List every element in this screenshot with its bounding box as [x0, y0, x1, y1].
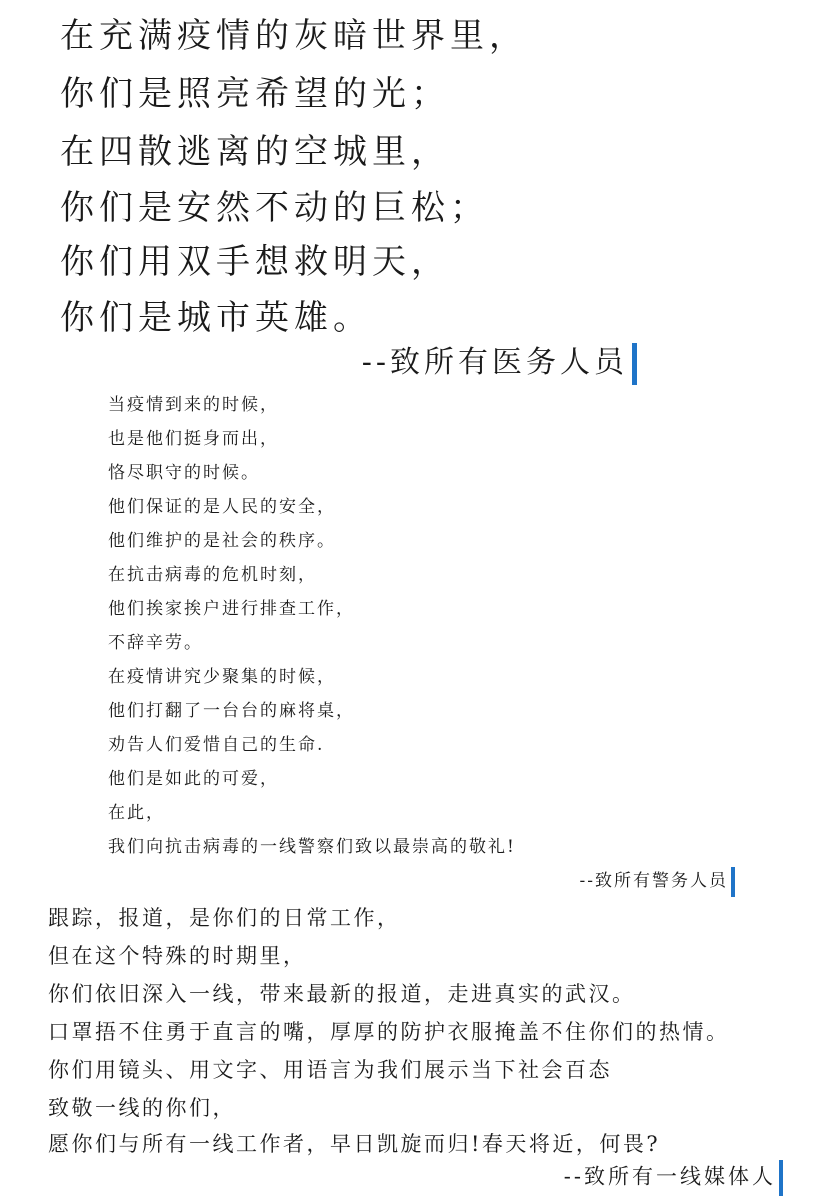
- poem-line: 愿你们与所有一线工作者，早日凯旋而归!春天将近，何畏?: [48, 1132, 661, 1156]
- signature-medical: [362, 337, 637, 385]
- poem-line: 他们维护的是社会的秩序。: [108, 531, 336, 551]
- poem-line: 在疫情讲究少聚集的时候，: [108, 667, 336, 687]
- poem-line: 也是他们挺身而出，: [108, 429, 279, 449]
- poem-line: 当疫情到来的时候，: [108, 395, 279, 415]
- poem-line: 我们向抗击病毒的一线警察们致以最崇高的敬礼!: [108, 837, 516, 857]
- poem-line: 你们是城市英雄。: [60, 298, 372, 338]
- poem-line: 但在这个特殊的时期里，: [48, 944, 307, 968]
- signature-text: --致所有警务人员: [579, 871, 728, 891]
- poem-line: 你们依旧深入一线，带来最新的报道，走进真实的武汉。: [48, 982, 636, 1006]
- poem-line: 在四散逃离的空城里，: [60, 132, 450, 172]
- poem-line: 他们保证的是人民的安全，: [108, 497, 336, 517]
- poem-line: 他们是如此的可爱，: [108, 769, 279, 789]
- poem-line: 口罩捂不住勇于直言的嘴，厚厚的防护衣服掩盖不住你们的热情。: [48, 1020, 730, 1044]
- signature-text: --致所有医务人员: [361, 345, 628, 380]
- poem-line: 他们打翻了一台台的麻将桌，: [108, 701, 355, 721]
- poem-line: 跟踪，报道，是你们的日常工作，: [48, 906, 401, 930]
- poem-line: 你们是照亮希望的光；: [60, 74, 450, 114]
- poem-line: 你们用镜头、用文字、用语言为我们展示当下社会百态: [48, 1058, 612, 1082]
- signature-police: [580, 866, 736, 897]
- poem-line: 他们挨家挨户进行排查工作，: [108, 599, 355, 619]
- poem-line: 在充满疫情的灰暗世界里，: [60, 16, 528, 56]
- accent-bar: [632, 343, 637, 385]
- poem-line: 劝告人们爱惜自己的生命.: [108, 735, 325, 755]
- poem-line: 你们是安然不动的巨松；: [60, 188, 489, 228]
- signature-text: --致所有一线媒体人: [563, 1164, 776, 1189]
- poem-line: 不辞辛劳。: [108, 633, 203, 653]
- signature-media: [564, 1160, 783, 1196]
- poem-line: 恪尽职守的时候。: [108, 463, 260, 483]
- accent-bar: [731, 867, 735, 897]
- poem-line: 致敬一线的你们，: [48, 1096, 236, 1120]
- accent-bar: [779, 1160, 783, 1196]
- poem-line: 你们用双手想救明天，: [60, 242, 450, 282]
- poem-line: 在此，: [108, 803, 165, 823]
- poem-line: 在抗击病毒的危机时刻，: [108, 565, 317, 585]
